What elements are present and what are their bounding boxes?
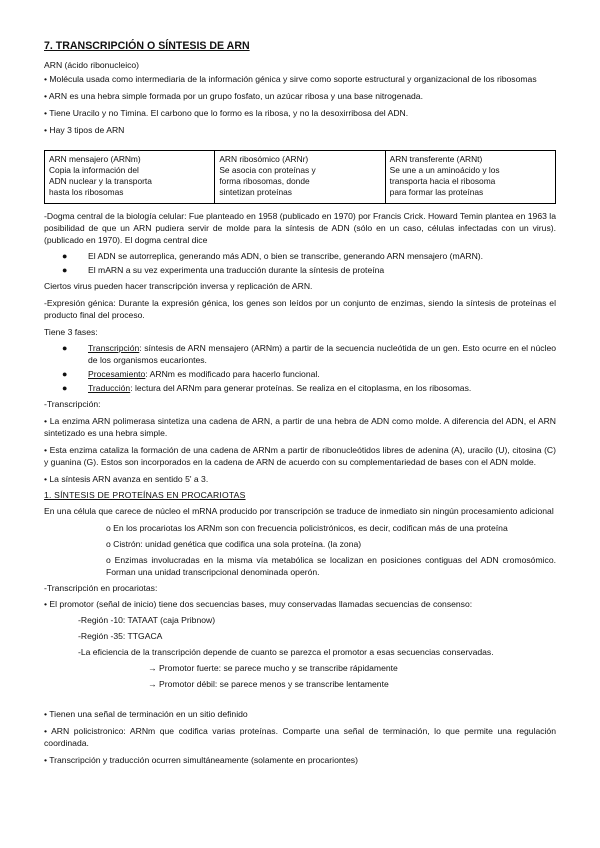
list-item-text: El ADN se autorreplica, generando más ADN, o bien se transcribe, generando ARN mensajero (mARN).	[88, 251, 484, 261]
fases-heading: Tiene 3 fases:	[44, 327, 98, 337]
list-item	[62, 264, 556, 276]
list-item	[62, 342, 556, 366]
promotor-line: • El promotor (señal de inicio) tiene dos secuencias bases, muy conservadas llamadas secuencias de consenso:	[44, 599, 473, 609]
bullet-icon: ●	[62, 343, 68, 353]
intro-line: • Molécula usada como intermediaria de la información génica y sirve como soporte estructural y organizacional de los ribosomas	[44, 74, 537, 84]
final-line: • Tienen una señal de terminación en un sitio definido	[44, 709, 248, 719]
bullet-icon: ●	[62, 251, 68, 261]
intro-line: ARN (ácido ribonucleico)	[44, 60, 140, 70]
list-item-text: El mARN a su vez experimenta una traducción durante la síntesis de proteína	[88, 265, 385, 275]
table-cell-arnr	[215, 151, 385, 204]
list-item	[62, 382, 556, 394]
cell-line: ARN transferente (ARNt)	[389, 154, 483, 164]
fase-text: : ARNm es modificado para hacerlo funcional.	[145, 369, 320, 379]
spacer	[44, 694, 556, 708]
rna-types-table	[44, 150, 556, 204]
cell-line: Se asocia con proteínas y	[219, 165, 316, 175]
list-item	[62, 368, 556, 380]
transcripcion-line: • Esta enzima cataliza la formación de una cadena de ARNm a partir de ribonucleótidos libres de adenina (A), uracilo (U), citosina (C) y guanina (G). Estos son incorporados en la cadena de ARN de acuerdo con su complementariedad de bases con el ADN molde.	[44, 445, 556, 467]
cell-line: Se une a un aminoácido y los	[389, 165, 500, 175]
final-line: • Transcripción y traducción ocurren simultáneamente (solamente en procariontes)	[44, 755, 358, 765]
transcripcion-line: • La síntesis ARN avanza en sentido 5' a 3.	[44, 474, 209, 484]
virus-line: Ciertos virus pueden hacer transcripción inversa y replicación de ARN.	[44, 281, 313, 291]
section-item: o Enzimas involucradas en la misma vía metabólica se localizan en posiciones contiguas del ADN cromosómico. Forman una unidad transcripcional denominada operón.	[106, 555, 556, 577]
page-title: 7. TRANSCRIPCIÓN O SÍNTESIS DE ARN	[44, 40, 250, 52]
fase-term: Traducción	[88, 383, 131, 393]
transcripcion-line: • La enzima ARN polimerasa sintetiza una cadena de ARN, a partir de una hebra de ADN como molde. A diferencia del ADN, el ARN sintetizado es una hebra simple.	[44, 416, 556, 438]
cell-line: hasta los ribosomas	[49, 187, 124, 197]
expresion-paragraph: -Expresión génica: Durante la expresión génica, los genes son leídos por un conjunto de enzimas, siendo la síntesis de proteínas el producto final del proceso.	[44, 298, 556, 320]
region-line: -Región -35: TTGACA	[78, 631, 163, 641]
cell-line: forma ribosomas, donde	[219, 176, 310, 186]
intro-line: • Hay 3 tipos de ARN	[44, 125, 125, 135]
region-line: -Región -10: TATAAT (caja Pribnow)	[78, 615, 216, 625]
bullet-icon: ●	[62, 265, 68, 275]
bullet-icon: ●	[62, 383, 68, 393]
final-line: • ARN policistronico: ARNm que codifica varias proteínas. Comparte una señal de terminación, lo que permite una regulación coordinada.	[44, 726, 556, 748]
cell-line: ADN nuclear y la transporta	[49, 176, 152, 186]
bullet-icon: ●	[62, 369, 68, 379]
cell-line: Copia la información del	[49, 165, 139, 175]
section-intro: En una célula que carece de núcleo el mRNA producido por transcripción se traduce de inmediato sin ningún procesamiento adicional	[44, 506, 554, 516]
region-line: -La eficiencia de la transcripción depende de cuanto se parezca el promotor a esas secuencias conservadas.	[78, 647, 494, 657]
promotor-type: → Promotor fuerte: se parece mucho y se transcribe rápidamente	[148, 663, 398, 673]
procariotas-heading: -Transcripción en procariotas:	[44, 583, 158, 593]
table-cell-arnt	[385, 151, 555, 204]
cell-line: sintetizan proteínas	[219, 187, 292, 197]
intro-line: • ARN es una hebra simple formada por un grupo fosfato, un azúcar ribosa y una base nitrogenada.	[44, 91, 423, 101]
list-item	[62, 250, 556, 262]
section-heading: 1. SÍNTESIS DE PROTEÍNAS EN PROCARIOTAS	[44, 490, 246, 500]
fase-text: : lectura del ARNm para generar proteínas. Se realiza en el citoplasma, en los ribosomas.	[130, 383, 472, 393]
section-item: o En los procariotas los ARNm son con frecuencia policistrónicos, es decir, codifican más de una proteína	[106, 523, 508, 533]
intro-line: • Tiene Uracilo y no Timina. El carbono que lo formo es la ribosa, y no la desoxirribosa del ADN.	[44, 108, 409, 118]
promotor-type: → Promotor débil: se parece menos y se transcribe lentamente	[148, 679, 389, 689]
section-item: o Cistrón: unidad genética que codifica una sola proteína. (la zona)	[106, 539, 362, 549]
fases-list	[44, 342, 556, 394]
transcripcion-heading: -Transcripción:	[44, 399, 101, 409]
cell-line: ARN ribosómico (ARNr)	[219, 154, 309, 164]
cell-line: para formar las proteínas	[389, 187, 484, 197]
dogma-paragraph: -Dogma central de la biología celular: Fue planteado en 1958 (publicado en 1970) por Francis Crick. Howard Temin plantea en 1963 la posibilidad de que un ARN pudiera servir de molde para la síntesis de ADN (sólo en un caso, células infectadas con un virus). (publicado en 1970). El dogma central dice	[44, 211, 556, 245]
fase-text: : síntesis de ARN mensajero (ARNm) a partir de la secuencia nucleótida de un gen. Esto ocurre en el núcleo de los organismos eucariontes.	[88, 343, 556, 365]
cell-line: transporta hacia el ribosoma	[389, 176, 496, 186]
table-row	[45, 151, 556, 204]
table-cell-arnm	[45, 151, 215, 204]
fase-term: Procesamiento	[88, 369, 146, 379]
fase-term: Transcripción	[88, 343, 140, 353]
cell-line: ARN mensajero (ARNm)	[49, 154, 141, 164]
dogma-list	[44, 250, 556, 276]
